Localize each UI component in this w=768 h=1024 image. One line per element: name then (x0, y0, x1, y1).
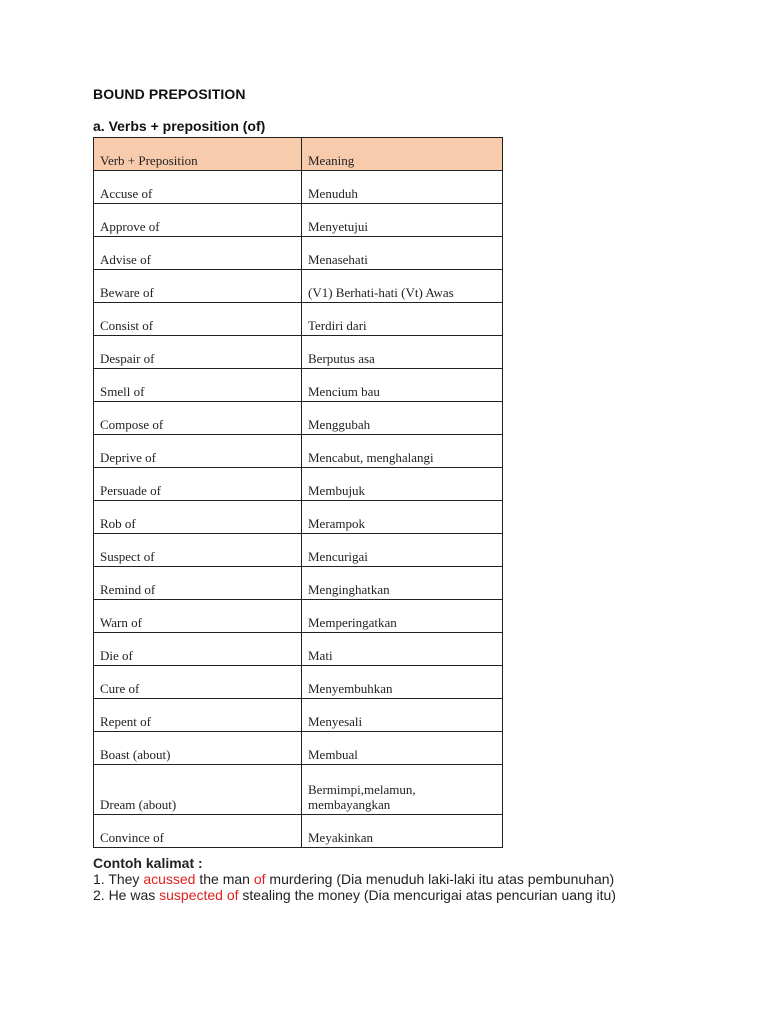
verb-cell: Despair of (94, 336, 302, 369)
meaning-cell: (V1) Berhati-hati (Vt) Awas (302, 270, 503, 303)
meaning-cell: Berputus asa (302, 336, 503, 369)
meaning-cell: Menggubah (302, 402, 503, 435)
meaning-cell: Memperingatkan (302, 600, 503, 633)
example-sentence-2 (93, 887, 616, 903)
examples-heading: Contoh kalimat : (93, 855, 203, 871)
table-row (94, 369, 503, 402)
table-row (94, 633, 503, 666)
table-header-row (94, 138, 503, 171)
column-header-verb: Verb + Preposition (94, 138, 302, 171)
meaning-cell: Menginghatkan (302, 567, 503, 600)
verb-cell: Warn of (94, 600, 302, 633)
verb-cell: Repent of (94, 699, 302, 732)
example-text: 1. They (93, 871, 144, 887)
table-row (94, 270, 503, 303)
table-row (94, 765, 503, 815)
meaning-cell: Merampok (302, 501, 503, 534)
verb-preposition-table (93, 137, 503, 848)
meaning-cell: Menasehati (302, 237, 503, 270)
meaning-cell: Menyesali (302, 699, 503, 732)
meaning-cell: Mati (302, 633, 503, 666)
table-row (94, 732, 503, 765)
meaning-cell: Meyakinkan (302, 815, 503, 848)
example-text: stealing the money (Dia mencurigai atas pencurian uang itu) (238, 887, 616, 903)
highlighted-word: suspected of (159, 887, 239, 903)
example-text: murdering (Dia menuduh laki-laki itu atas pembunuhan) (265, 871, 615, 887)
table-row (94, 171, 503, 204)
verb-cell: Cure of (94, 666, 302, 699)
highlighted-word: of (253, 871, 266, 887)
meaning-cell: Terdiri dari (302, 303, 503, 336)
example-sentences (93, 855, 616, 903)
meaning-cell (302, 765, 503, 815)
verb-cell: Smell of (94, 369, 302, 402)
table-row (94, 567, 503, 600)
example-text: 2. He was (93, 887, 160, 903)
verb-cell: Compose of (94, 402, 302, 435)
document-title: BOUND PREPOSITION (93, 86, 246, 102)
verb-cell: Convince of (94, 815, 302, 848)
meaning-line: Bermimpi,melamun, (308, 782, 416, 797)
verb-cell: Beware of (94, 270, 302, 303)
verb-cell: Deprive of (94, 435, 302, 468)
table-row (94, 468, 503, 501)
verb-cell: Approve of (94, 204, 302, 237)
table-row (94, 501, 503, 534)
example-text: the man (195, 871, 254, 887)
meaning-cell: Menyembuhkan (302, 666, 503, 699)
table-row (94, 699, 503, 732)
table-row (94, 534, 503, 567)
table-row (94, 666, 503, 699)
verb-cell: Consist of (94, 303, 302, 336)
verb-cell: Suspect of (94, 534, 302, 567)
verb-cell: Dream (about) (94, 765, 302, 815)
table-row (94, 600, 503, 633)
verb-cell: Rob of (94, 501, 302, 534)
meaning-cell: Mencabut, menghalangi (302, 435, 503, 468)
verb-cell: Remind of (94, 567, 302, 600)
meaning-cell: Mencium bau (302, 369, 503, 402)
meaning-cell: Membual (302, 732, 503, 765)
table-row (94, 815, 503, 848)
table-row (94, 237, 503, 270)
table-row (94, 303, 503, 336)
highlighted-word: acussed (143, 871, 196, 887)
table-row (94, 402, 503, 435)
table-row (94, 435, 503, 468)
section-heading: a. Verbs + preposition (of) (93, 118, 266, 134)
verb-cell: Persuade of (94, 468, 302, 501)
verb-cell: Accuse of (94, 171, 302, 204)
table-row (94, 336, 503, 369)
meaning-line: membayangkan (308, 797, 391, 812)
verb-cell: Boast (about) (94, 732, 302, 765)
verb-cell: Die of (94, 633, 302, 666)
example-sentence-1 (93, 871, 616, 887)
table-row (94, 204, 503, 237)
meaning-cell: Membujuk (302, 468, 503, 501)
column-header-meaning: Meaning (302, 138, 503, 171)
meaning-cell: Menuduh (302, 171, 503, 204)
verb-cell: Advise of (94, 237, 302, 270)
meaning-cell: Menyetujui (302, 204, 503, 237)
meaning-cell: Mencurigai (302, 534, 503, 567)
